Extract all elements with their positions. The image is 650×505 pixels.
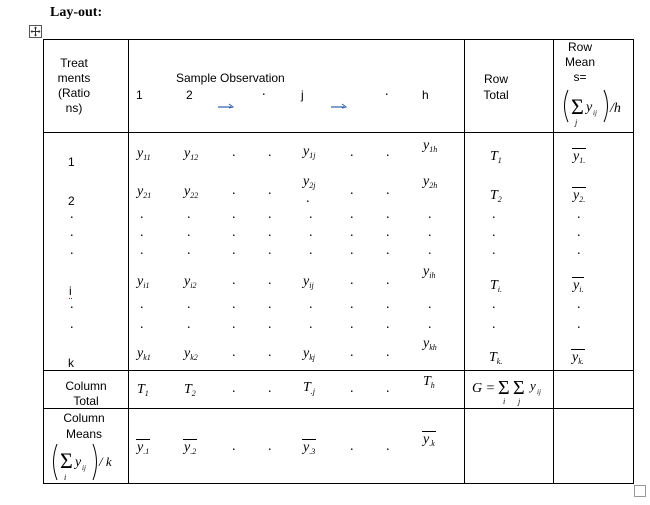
header-row-total: Row Total [483,72,509,102]
ellipsis-dot: . [350,145,354,160]
ellipsis-dot: . [140,207,144,222]
ellipsis-dot: . [386,207,390,222]
ellipsis-dot: . [140,243,144,258]
ellipsis-dot: . [428,317,432,332]
col-mean-ybark: $y_{.k}$ [423,432,435,448]
ellipsis-dot: . [232,297,236,312]
ellipsis-dot: . [268,345,272,360]
header-col-h: h [422,88,429,102]
ellipsis-dot: . [577,243,581,258]
ellipsis-dot: . [140,317,144,332]
ellipsis-dot: . [350,297,354,312]
svg-text:y: y [530,378,536,393]
ellipsis-dot: . [309,225,313,240]
row-label-k: k [68,356,74,370]
ellipsis-dot: . [70,225,74,240]
cell-y12: $y_{12}$ [184,146,199,162]
row-mean-formula [560,86,630,135]
cell-ybar1: $y_{1.}$ [573,149,586,165]
cell-Ti: $T_{i.}$ [490,278,503,294]
ellipsis-dot: . [187,297,191,312]
ellipsis-dot: . [232,317,236,332]
layout-heading: Lay-out: [50,5,103,20]
ellipsis-dot: . [386,317,390,332]
cell-ykj: $y_{kj}$ [303,346,315,362]
ellipsis-dot: . [386,439,390,454]
cell-yi1: $y_{i1}$ [137,274,150,290]
ellipsis-dot: . [492,317,496,332]
row-label-column-total: Column Total [65,379,107,408]
ellipsis-dot: . [268,273,272,288]
ellipsis-dot: . [268,225,272,240]
ellipsis-dot: . [428,225,432,240]
svg-text:G =: G = [472,381,496,396]
col-mean-ybar3: $y_{.3}$ [303,440,316,456]
ellipsis-dot: . [386,345,390,360]
ellipsis-dot: . [386,381,390,396]
arrow-icon [331,96,347,114]
ellipsis-dot: . [492,207,496,222]
ellipsis-dot: . [268,145,272,160]
cell-yij: $y_{ij}$ [303,274,314,290]
svg-text:ij: ij [593,109,597,117]
ellipsis-dot: . [268,439,272,454]
ellipsis-dot: . [232,243,236,258]
cell-y2j: $y_{2j}$ [303,174,316,190]
ellipsis-dot: . [350,345,354,360]
cell-ybar2: $y_{2.}$ [573,188,586,204]
ellipsis-dot: . [187,317,191,332]
svg-text:y: y [586,100,593,115]
cell-y1j: $y_{1j}$ [303,144,316,160]
ellipsis-dot: . [428,243,432,258]
header-sample-observation: Sample Observation [176,71,285,85]
ellipsis-dot: . [350,183,354,198]
svg-text:ij: ij [82,464,86,472]
ellipsis-dot: . [268,243,272,258]
table-resize-handle[interactable] [634,485,646,497]
ellipsis-dot: . [232,183,236,198]
col-total-Tj: $T_{.j}$ [303,380,316,396]
ellipsis-dot: . [309,207,313,222]
ellipsis-dot: . [306,191,310,206]
header-col-1: 1 [136,88,143,102]
ellipsis-dot: . [577,225,581,240]
ellipsis-dot: . [187,243,191,258]
ellipsis-dot: . [386,297,390,312]
ellipsis-dot: . [70,207,74,222]
col-total-T1: $T_1$ [137,382,149,398]
ellipsis-dot: . [350,243,354,258]
arrow-icon [218,96,234,114]
ellipsis-dot: . [140,225,144,240]
ellipsis-dot: . [309,243,313,258]
cell-yk2: $y_{k2}$ [184,346,198,362]
svg-text:i: i [503,397,506,406]
ellipsis-dot: . [386,183,390,198]
ellipsis-dot: . [268,297,272,312]
svg-text:Σ: Σ [60,448,73,473]
svg-text:Σ: Σ [571,94,584,119]
row-label-i: i [69,284,72,298]
ellipsis-dot: . [492,297,496,312]
svg-text:ij: ij [537,388,541,396]
cell-y2h: $y_{2h}$ [423,174,438,190]
ellipsis-dot: . [232,439,236,454]
ellipsis-dot: . [70,297,74,312]
header-col-j: j [301,88,304,102]
header-row-means: Row Mean s= [564,40,596,84]
ellipsis-dot: . [386,225,390,240]
ellipsis-dot: . [232,225,236,240]
row-label-1: 1 [68,155,75,169]
ellipsis-dot: . [268,207,272,222]
ellipsis-dot: . [268,317,272,332]
cell-ybari: $y_{i.}$ [573,278,584,294]
cell-yk1: $y_{k1}$ [137,346,151,362]
ellipsis-dot: . [577,207,581,222]
ellipsis-dot: . [232,381,236,396]
col-total-Th: $T_h$ [423,374,435,390]
ellipsis-dot: . [492,225,496,240]
cell-y21: $y_{21}$ [137,184,152,200]
ellipsis-dot: . [350,317,354,332]
svg-text:j: j [518,397,521,406]
cell-y11: $y_{11}$ [137,146,151,162]
svg-text:i: i [64,473,67,482]
ellipsis-dot: . [350,225,354,240]
cell-ybark: $y_{k.}$ [572,350,584,366]
col-mean-ybar2: $y_{.2}$ [184,440,197,456]
column-means-formula [50,440,125,489]
cell-yih: $y_{ih}$ [423,264,436,280]
ellipsis-dot: . [232,345,236,360]
cell-y1h: $y_{1h}$ [423,138,438,154]
ellipsis-dot: . [350,273,354,288]
ellipsis-dot: . [268,381,272,396]
col-total-T2: $T_2$ [184,382,196,398]
cell-yi2: $y_{i2}$ [184,274,197,290]
ellipsis-dot: . [350,381,354,396]
ellipsis-dot: . [350,439,354,454]
cell-ykh: $y_{kh}$ [423,336,437,352]
ellipsis-dot: . [492,243,496,258]
ellipsis-dot: . [70,243,74,258]
ellipsis-dot: . [577,317,581,332]
cell-Tk: $T_{k.}$ [489,350,503,366]
header-col-2: 2 [186,88,193,102]
row-label-2: 2 [68,194,75,208]
svg-text:/ k: / k [99,454,112,469]
ellipsis-dot: . [577,297,581,312]
svg-text:Σ: Σ [513,377,525,399]
header-treatments: Treat ments (Ratio ns) [57,56,91,115]
ellipsis-dot: . [350,207,354,222]
svg-text:/h: /h [610,101,621,116]
ellipsis-dot: . [309,297,313,312]
table-move-handle-icon[interactable] [29,25,42,38]
cell-y22: $y_{22}$ [184,184,199,200]
ellipsis-dot: . [140,297,144,312]
row-label-column-means: Column Means [63,411,105,441]
ellipsis-dot: . [428,207,432,222]
ellipsis-dot: . [187,207,191,222]
svg-text:Σ: Σ [498,377,510,399]
ellipsis-dot: . [232,207,236,222]
ellipsis-dot: . [428,297,432,312]
grand-total-formula [470,372,550,411]
ellipsis-dot: . [386,273,390,288]
ellipsis-dot: . [386,243,390,258]
ellipsis-dot: . [187,225,191,240]
ellipsis-dot: . [386,145,390,160]
svg-text:y: y [75,455,82,470]
cell-T2: $T_2$ [490,188,502,204]
ellipsis-dot: . [232,145,236,160]
ellipsis-dot: . [268,183,272,198]
ellipsis-dot: . [70,317,74,332]
ellipsis-dot: . [309,317,313,332]
ellipsis-dot: . [232,273,236,288]
col-mean-ybar1: $y_{.1}$ [137,440,150,456]
cell-T1: $T_1$ [490,149,502,165]
svg-text:j: j [575,118,578,127]
